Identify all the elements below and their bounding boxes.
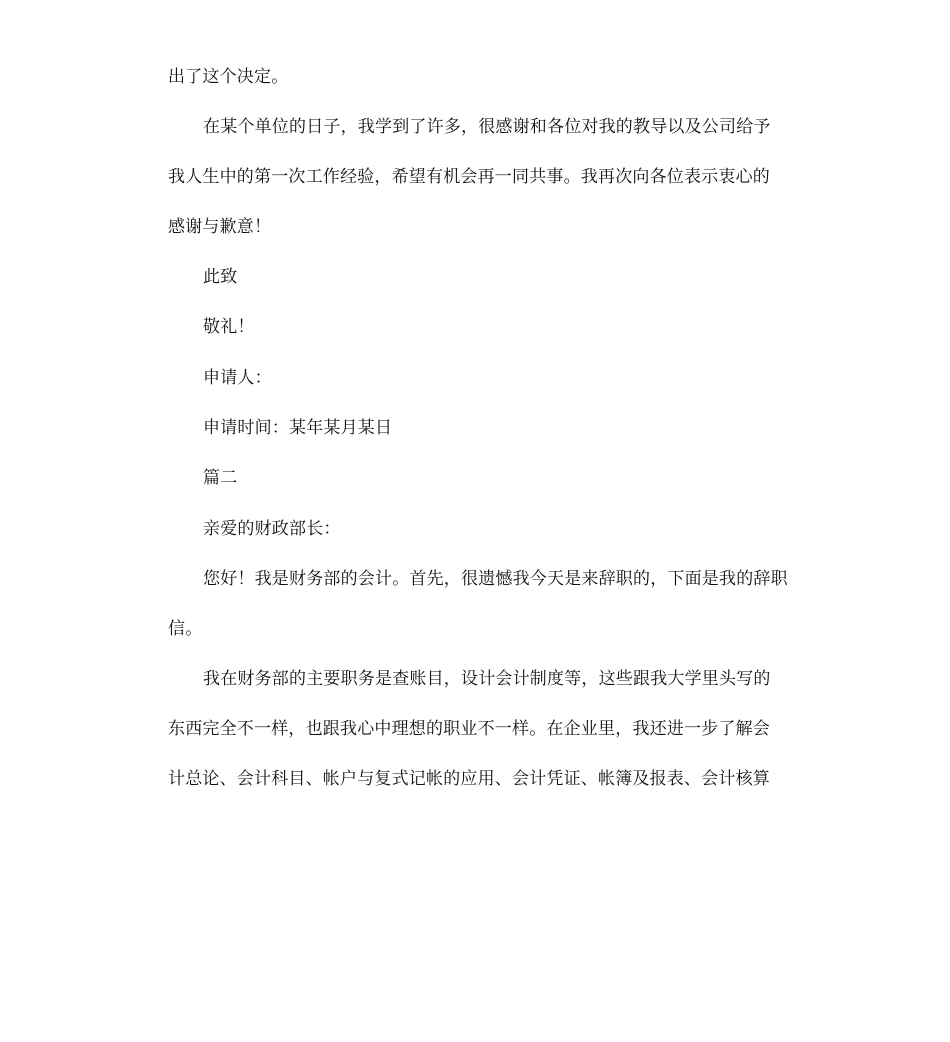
section-heading: 篇二 <box>203 468 238 488</box>
greeting-line: 亲爱的财政部长： <box>203 519 341 539</box>
paragraph-start: 在某个单位的日子，我学到了许多，很感谢和各位对我的教导以及公司给予 <box>203 117 771 137</box>
paragraph-start: 我在财务部的主要职务是查账目，设计会计制度等，这些跟我大学里头写的 <box>203 669 771 689</box>
closing-salutation: 此致 <box>203 267 238 287</box>
text-line: 东西完全不一样，也跟我心中理想的职业不一样。在企业里，我还进一步了解会 <box>168 719 770 739</box>
closing-regards: 敬礼！ <box>203 317 255 337</box>
paragraph-start: 您好！我是财务部的会计。首先，很遗憾我今天是来辞职的，下面是我的辞职 <box>203 569 788 589</box>
text-line: 计总论、会计科目、帐户与复式记帐的应用、会计凭证、帐簿及报表、会计核算 <box>168 769 770 789</box>
application-date: 申请时间：某年某月某日 <box>203 418 393 438</box>
applicant-label: 申请人： <box>203 368 272 388</box>
text-line: 出了这个决定。 <box>168 67 289 87</box>
text-line: 我人生中的第一次工作经验，希望有机会再一同共事。我再次向各位表示衷心的 <box>168 167 770 187</box>
text-line: 信。 <box>168 619 203 639</box>
text-line: 感谢与歉意！ <box>168 217 272 237</box>
